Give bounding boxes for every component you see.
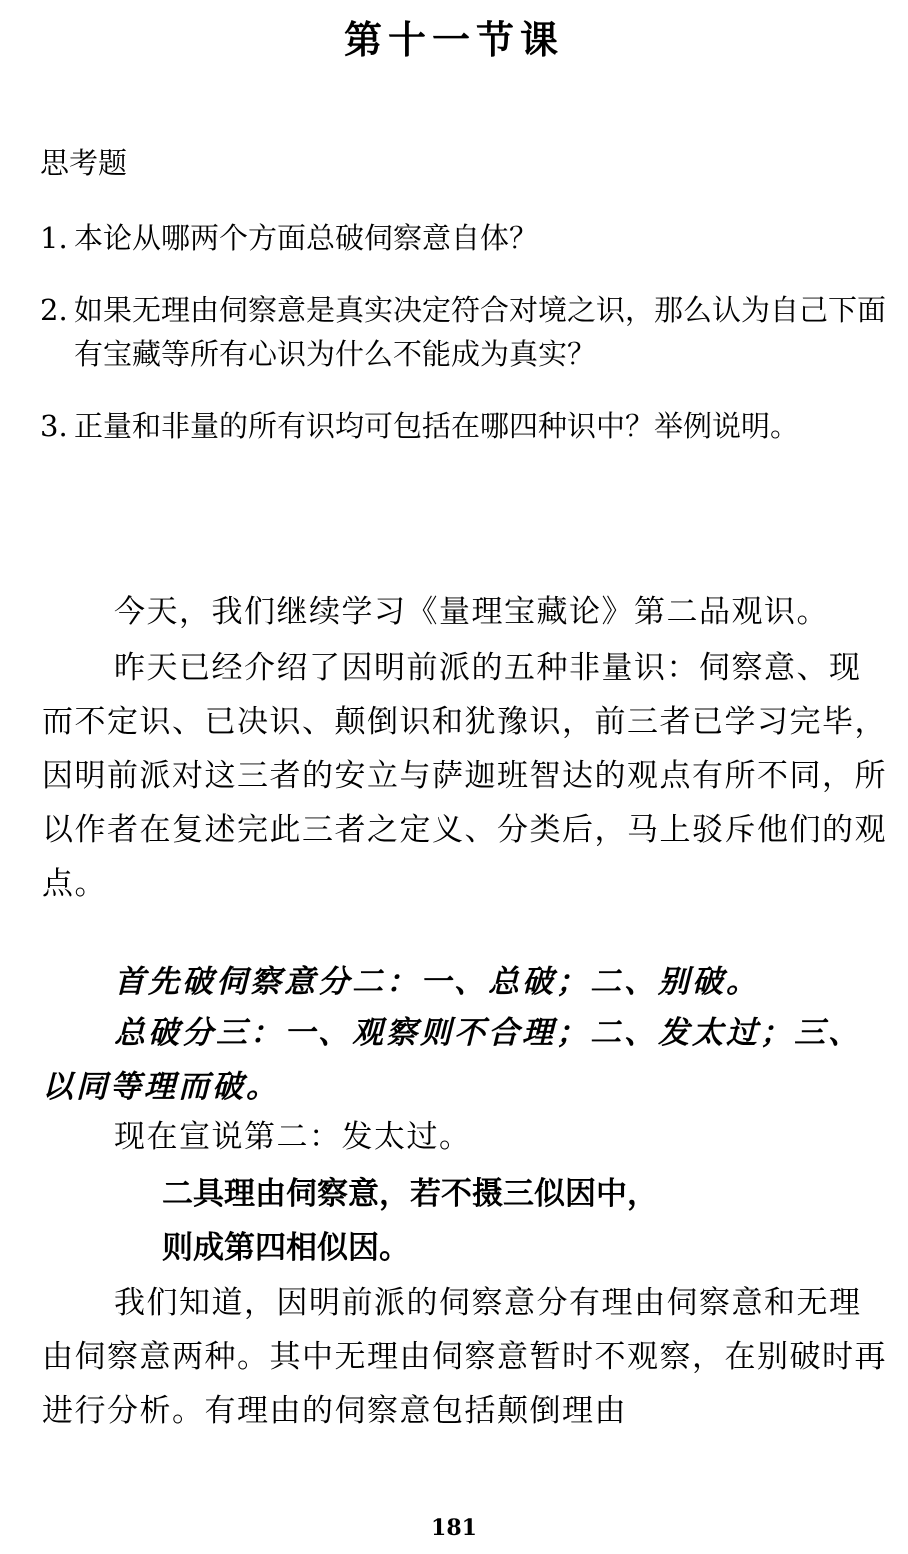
paragraph-review: 昨天已经介绍了因明前派的五种非量识：伺察意、现而不定识、已决识、颠倒识和犹豫识，前三者已学习完毕，因明前派对这三者的安立与萨迦班智达的观点有所不同，所以作者在复述完此三者之定义、分类后，马上驳斥他们的观点。 <box>42 650 887 902</box>
question-number: 2. <box>40 293 68 327</box>
question-2 <box>40 288 890 376</box>
verse-line-2: 则成第四相似因。 <box>162 1230 410 1266</box>
paragraph-intro: 今天，我们继续学习《量理宝藏论》第二品观识。 <box>114 594 829 630</box>
question-text: 正量和非量的所有识均可包括在哪四种识中？举例说明。 <box>74 409 800 443</box>
question-number: 3. <box>40 409 68 443</box>
paragraph-current: 现在宣说第二：发太过。 <box>114 1119 472 1155</box>
question-text: 如果无理由伺察意是真实决定符合对境之识，那么认为自己下面有宝藏等所有心识为什么不能成为真实？ <box>74 293 887 371</box>
question-3 <box>40 404 890 448</box>
page-number: 181 <box>431 1515 477 1541</box>
question-1 <box>40 216 890 260</box>
paragraph-explanation: 我们知道，因明前派的伺察意分有理由伺察意和无理由伺察意两种。其中无理由伺察意暂时不观察，在别破时再进行分析。有理由的伺察意包括颠倒理由 <box>42 1285 887 1429</box>
outline-heading-1: 首先破伺察意分二：一、总破；二、别破。 <box>114 964 760 1000</box>
verse-line-1: 二具理由伺察意，若不摄三似因中， <box>162 1176 658 1212</box>
question-number: 1. <box>40 221 68 255</box>
section-heading: 思考题 <box>40 146 128 180</box>
question-text: 本论从哪两个方面总破伺察意自体？ <box>74 221 539 255</box>
page-title: 第十一节课 <box>343 17 564 62</box>
outline-heading-2: 总破分三：一、观察则不合理；二、发太过；三、以同等理而破。 <box>42 1015 862 1105</box>
